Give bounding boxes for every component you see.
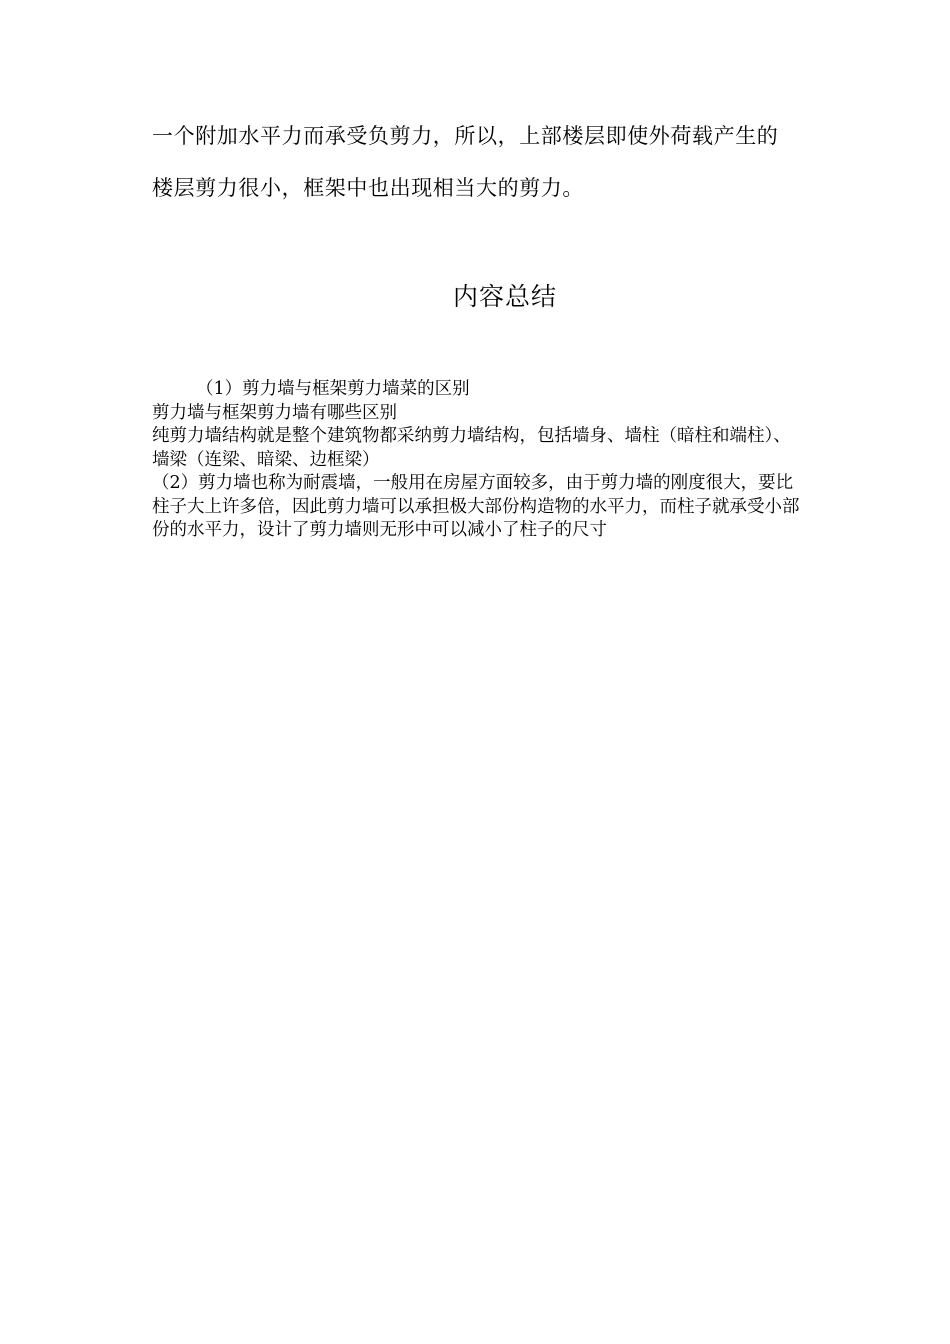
summary-section: [152, 378, 802, 543]
summary-paragraph-4: （2）剪力墙也称为耐震墙，一般用在房屋方面较多，由于剪力墙的刚度很大，要比柱子大上许多倍，因此剪力墙可以承担极大部份构造物的水平力，而柱子就承受小部份的水平力，设计了剪力墙则无形中可以减小了柱子的尺寸: [152, 473, 800, 540]
body-text-line-2: 楼层剪力很小，框架中也出现相当大的剪力。: [152, 176, 584, 200]
summary-paragraph-2: 剪力墙与框架剪力墙有哪些区别: [152, 402, 397, 423]
summary-paragraph-1: （1）剪力墙与框架剪力墙菜的区别: [196, 379, 470, 399]
summary-title: 内容总结: [452, 282, 557, 311]
body-text-line-1: 一个附加水平力而承受负剪力，所以，上部楼层即使外荷载产生的: [152, 124, 779, 148]
summary-paragraph-3: 纯剪力墙结构就是整个建筑物都采纳剪力墙结构，包括墙身、墙柱（暗柱和端柱）、墙梁（连梁、暗梁、边框梁）: [152, 426, 791, 470]
